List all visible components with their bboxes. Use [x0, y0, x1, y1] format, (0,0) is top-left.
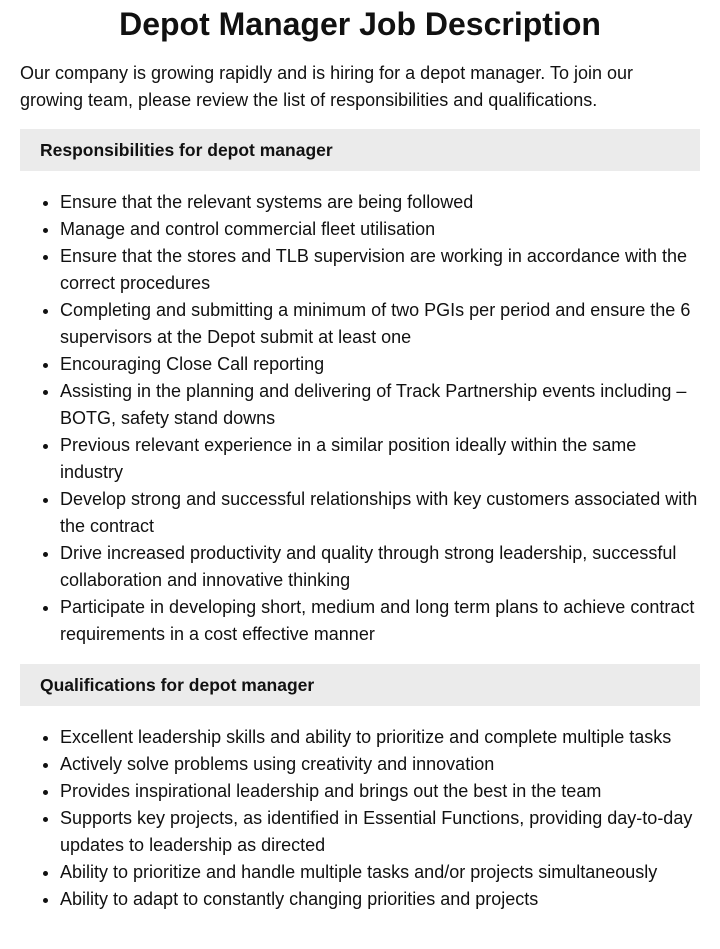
- list-item: • Ability to prioritize and handle multiple tasks and/or projects simultaneously: [60, 859, 700, 886]
- list-item: • Provides inspirational leadership and brings out the best in the team: [60, 778, 700, 805]
- list-item: • Previous relevant experience in a similar position ideally within the same industry: [60, 432, 700, 486]
- list-item: • Completing and submitting a minimum of two PGIs per period and ensure the 6 supervisors at the Depot submit at least one: [60, 297, 700, 351]
- list-item: • Excellent leadership skills and ability to prioritize and complete multiple tasks: [60, 724, 700, 751]
- responsibilities-list: [20, 189, 700, 648]
- list-item: • Ability to adapt to constantly changing priorities and projects: [60, 886, 700, 913]
- list-item: • Ensure that the stores and TLB supervision are working in accordance with the correct procedures: [60, 243, 700, 297]
- list-item: • Ensure that the relevant systems are being followed: [60, 189, 700, 216]
- qualifications-list: [20, 724, 700, 913]
- intro-text: Our company is growing rapidly and is hiring for a depot manager. To join our growing team, please review the list of responsibilities and qualifications.: [20, 63, 634, 110]
- responsibilities-heading: Responsibilities for depot manager: [20, 129, 700, 171]
- list-item: • Encouraging Close Call reporting: [60, 351, 700, 378]
- list-item: • Participate in developing short, medium and long term plans to achieve contract requirements in a cost effective manner: [60, 594, 700, 648]
- list-item: • Develop strong and successful relationships with key customers associated with the contract: [60, 486, 700, 540]
- list-item: • Manage and control commercial fleet utilisation: [60, 216, 700, 243]
- list-item: • Assisting in the planning and delivering of Track Partnership events including – BOTG, safety stand downs: [60, 378, 700, 432]
- list-item: • Supports key projects, as identified in Essential Functions, providing day-to-day updates to leadership as directed: [60, 805, 700, 859]
- list-item: • Drive increased productivity and quality through strong leadership, successful collaboration and innovative thinking: [60, 540, 700, 594]
- page-title: Depot Manager Job Description: [119, 6, 601, 42]
- list-item: • Actively solve problems using creativity and innovation: [60, 751, 700, 778]
- qualifications-heading: Qualifications for depot manager: [20, 664, 700, 706]
